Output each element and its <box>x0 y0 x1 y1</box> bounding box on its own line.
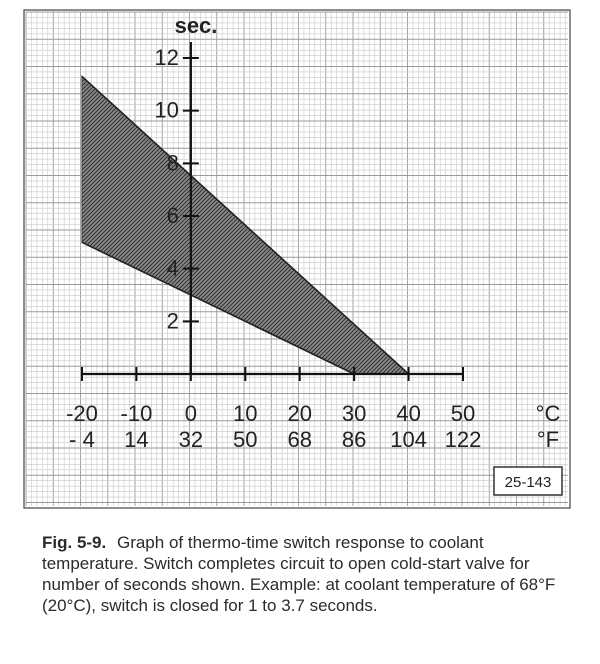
x-tick-label-celsius: 30 <box>341 401 367 426</box>
figure-caption <box>42 532 582 616</box>
x-tick-label-fahrenheit: 32 <box>178 427 204 452</box>
y-tick-label: 4 <box>166 255 179 281</box>
x-tick-label-fahrenheit: 50 <box>233 427 258 452</box>
x-tick-label-celsius: 20 <box>287 401 312 426</box>
x-tick-label-fahrenheit: - 4 <box>69 427 95 452</box>
y-axis-label: sec. <box>174 13 218 38</box>
figure-number: 25-143 <box>504 474 552 491</box>
y-tick-label: 2 <box>166 308 179 334</box>
x-tick-label-fahrenheit: 104 <box>390 427 427 452</box>
x-axis-unit-fahrenheit: °F <box>536 427 560 452</box>
y-tick-label: 10 <box>154 97 179 123</box>
x-tick-label-celsius: 50 <box>450 401 476 426</box>
x-tick-label-fahrenheit: 68 <box>287 427 312 452</box>
x-tick-label-celsius: -10 <box>120 401 153 426</box>
figure-number-box <box>494 467 562 495</box>
x-tick-label-celsius: -20 <box>66 401 98 426</box>
x-tick-label-celsius: 40 <box>396 401 421 426</box>
y-tick-label: 6 <box>166 203 179 228</box>
x-tick-label-celsius: 10 <box>233 401 258 426</box>
x-tick-label-fahrenheit: 14 <box>124 427 149 452</box>
caption-text: Graph of thermo-time switch response to coolant temperature. Switch completes circuit to open cold-start valve for number of seconds shown. Example: at coolant temperature of 68°F (20°C), switch is closed for 1 to 3.7 seconds. <box>42 533 556 615</box>
x-tick-label-fahrenheit: 86 <box>341 427 367 452</box>
caption-label: Fig. 5-9. <box>42 533 107 552</box>
x-axis-unit-celsius: °C <box>535 401 561 426</box>
y-tick-label: 12 <box>154 45 179 70</box>
y-tick-label: 8 <box>166 150 179 176</box>
x-tick-label-fahrenheit: 122 <box>444 427 482 452</box>
x-tick-label-celsius: 0 <box>184 401 197 426</box>
